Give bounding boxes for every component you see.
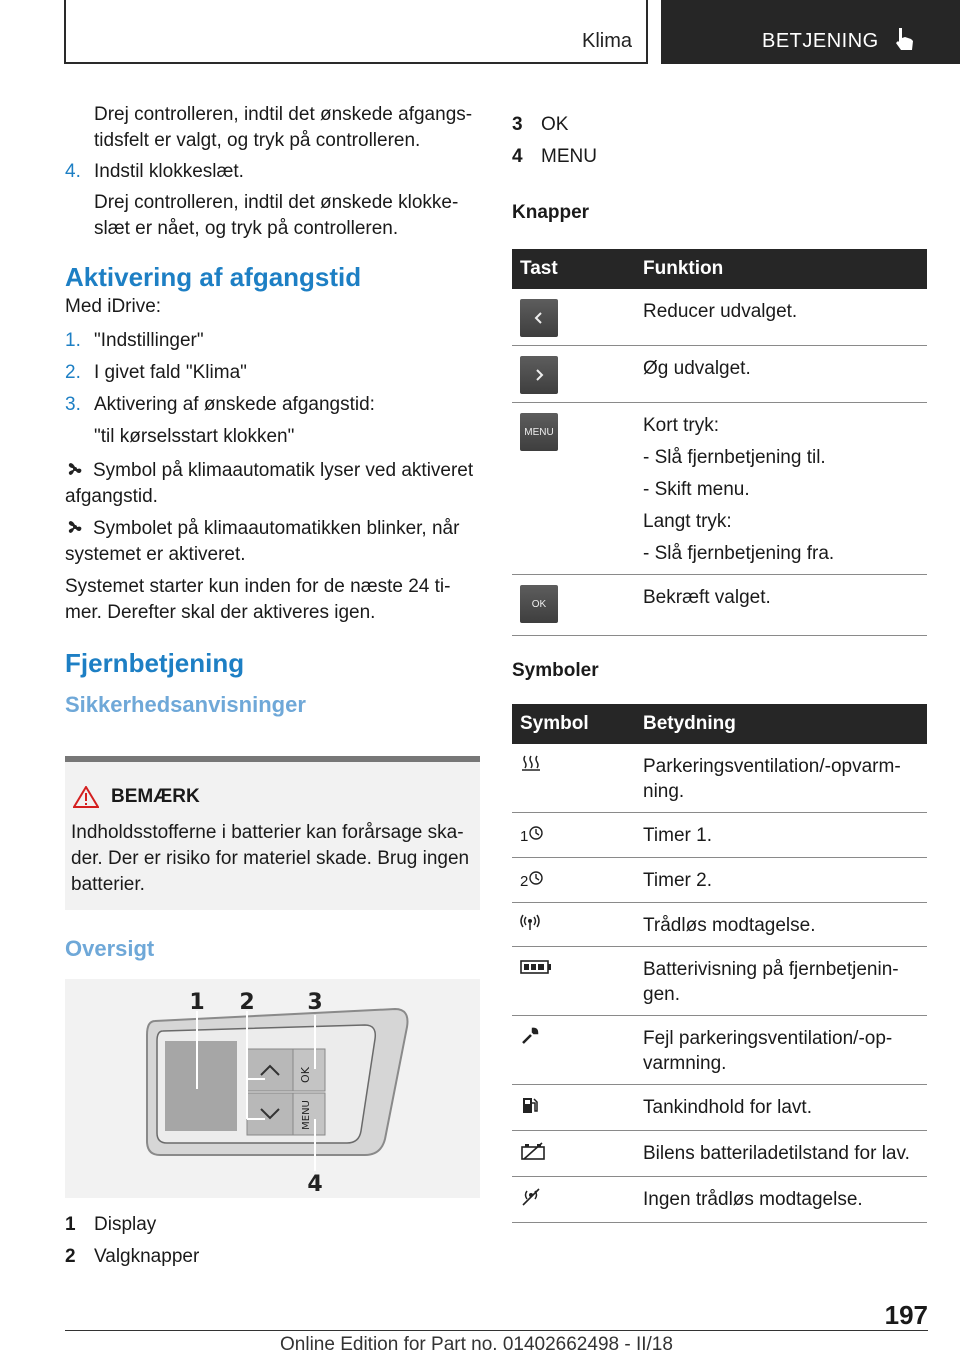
buttons-col-key: Tast [512, 249, 635, 289]
figure-legend-left [65, 1212, 480, 1270]
with-idrive-label: Med iDrive: [65, 296, 162, 317]
step-4-detail: Drej controlleren, indtil det ønskede klokkeslæt er nået, og tryk på controlleren. [94, 192, 459, 239]
heat-waves-icon [520, 754, 542, 772]
table-row: Ingen trådløs modtagelse. [512, 1177, 927, 1223]
header-section-box [64, 0, 648, 64]
footer-divider [65, 1330, 928, 1331]
note-text: Indholdsstofferne i batterier kan forårsage skader. Der er risiko for materiel skade. Brug ingen batterier. [71, 822, 470, 895]
remote-key-figure [65, 979, 480, 1198]
remote-heading: Fjernbetjening [65, 648, 245, 678]
table-row: Reducer udvalget. [512, 289, 927, 346]
table-row: Øg udvalget. [512, 346, 927, 403]
figure-ok-label: OK [299, 1067, 312, 1083]
pointing-hand-icon [893, 26, 915, 54]
activation-heading: Aktivering af afgangstid [65, 262, 362, 292]
symbol-blink-note: Symbolet på klimaautomatikken blinker, når systemet er aktiveret. [65, 518, 460, 565]
system-note: Systemet starter kun inden for de næste 24 timer. Derefter skal der aktiveres igen. [65, 576, 451, 623]
menu-key-icon: MENU [520, 413, 558, 451]
wrench-icon [520, 1026, 540, 1046]
right-column [512, 112, 927, 226]
footer-edition: Online Edition for Part no. 01402662498 - II/18 [280, 1334, 673, 1355]
symbols-table [512, 704, 927, 1223]
symbols-heading: Symboler [512, 660, 599, 681]
figure-callout-1: 1 [189, 990, 205, 1015]
warning-note-box [65, 756, 480, 910]
safety-heading: Sikkerhedsanvisninger [65, 692, 306, 717]
header-chapter-label: BETJENING [762, 30, 879, 52]
fuel-pump-icon [520, 1095, 540, 1115]
page-number: 197 [884, 1300, 928, 1330]
buttons-col-function: Funktion [635, 249, 927, 289]
step-1: 1. "Indstillinger" [65, 330, 204, 351]
wireless-signal-icon [520, 913, 540, 931]
legend-item: 4 MENU [512, 146, 597, 167]
step-4: 4. Indstil klokkeslæt. [65, 161, 244, 182]
header-chapter-box [661, 0, 960, 64]
table-row: OK Bekræft valget. [512, 575, 927, 636]
table-row: Trådløs modtagelse. [512, 903, 927, 947]
left-column [65, 102, 480, 718]
header-section-label: Klima [581, 30, 632, 52]
table-row: Tankindhold for lavt. [512, 1085, 927, 1131]
table-row: 2 Timer 2. [512, 858, 927, 903]
ok-key-icon: OK [520, 585, 558, 623]
chevron-left-icon [520, 299, 558, 337]
buttons-table [512, 249, 927, 636]
remote-key-illustration [65, 979, 480, 1198]
car-battery-low-icon [520, 1141, 546, 1161]
step-3: 3. Aktivering af ønskede afgangstid: [65, 394, 375, 415]
symbols-col-symbol: Symbol [512, 704, 635, 744]
table-row: MENU Kort tryk: - Slå fjernbetjening til. - Skift menu. Langt tryk: - Slå fjernbetjening fra. [512, 403, 927, 575]
timer-2-icon [528, 870, 544, 886]
step-2: 2. I givet fald "Klima" [65, 362, 247, 383]
figure-callout-3: 3 [307, 990, 323, 1015]
table-row: Batterivisning på fjernbetjeningen. [512, 947, 927, 1016]
intro-text: Drej controlleren, indtil det ønskede afgangstidsfelt er valgt, og tryk på controlleren. [94, 104, 473, 151]
figure-callout-4: 4 [307, 1172, 323, 1197]
overview-heading: Oversigt [65, 936, 155, 961]
timer-1-icon [528, 825, 544, 841]
buttons-heading: Knapper [512, 202, 590, 223]
legend-item: 1 Display [65, 1214, 157, 1235]
fan-icon [65, 460, 85, 478]
chevron-right-icon [520, 356, 558, 394]
table-row: Bilens batteriladetilstand for lav. [512, 1131, 927, 1177]
note-title: BEMÆRK [111, 786, 200, 807]
table-row: Parkeringsventilation/-opvarmning. [512, 744, 927, 813]
warning-triangle-icon [73, 786, 99, 808]
legend-item: 2 Valgknapper [65, 1246, 200, 1267]
battery-icon [520, 959, 552, 975]
table-row: 1 Timer 1. [512, 813, 927, 858]
no-signal-icon [520, 1187, 542, 1207]
figure-menu-label: MENU [301, 1100, 312, 1130]
table-row: Fejl parkeringsventilation/-opvarmning. [512, 1016, 927, 1085]
step-3-detail: "til kørselsstart klokken" [94, 426, 295, 447]
symbol-lit-note: Symbol på klimaautomatik lyser ved aktiveret afgangstid. [65, 460, 474, 507]
symbols-col-meaning: Betydning [635, 704, 927, 744]
legend-item: 3 OK [512, 114, 569, 135]
figure-callout-2: 2 [239, 990, 255, 1015]
fan-icon [65, 518, 85, 536]
